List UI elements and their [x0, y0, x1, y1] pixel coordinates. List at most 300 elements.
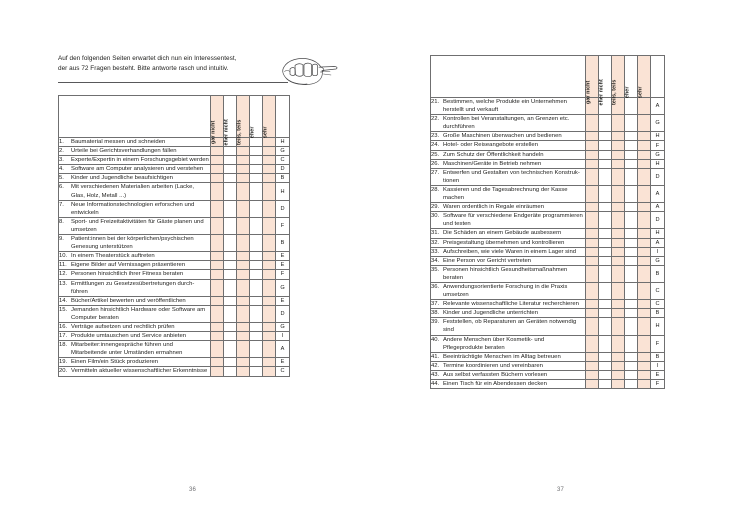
answer-checkbox-cell[interactable] — [625, 300, 638, 309]
answer-checkbox-cell[interactable] — [638, 318, 651, 335]
question-text-cell — [431, 352, 586, 361]
answer-checkbox-cell[interactable] — [250, 217, 263, 234]
answer-checkbox-cell[interactable] — [237, 235, 250, 252]
answer-checkbox-cell[interactable] — [250, 322, 263, 331]
answer-checkbox-cell[interactable] — [263, 138, 276, 147]
category-key-cell: G — [276, 279, 290, 296]
answer-checkbox-cell[interactable] — [625, 318, 638, 335]
answer-checkbox-cell[interactable] — [211, 217, 224, 234]
category-key-cell: I — [651, 247, 665, 256]
question-number: 43. — [431, 371, 440, 378]
answer-checkbox-cell[interactable] — [224, 235, 237, 252]
answer-checkbox-cell[interactable] — [211, 261, 224, 270]
answer-checkbox-cell[interactable] — [250, 332, 263, 341]
answer-checkbox-cell[interactable] — [625, 132, 638, 141]
category-key-cell: B — [276, 174, 290, 183]
answer-checkbox-cell[interactable] — [211, 341, 224, 358]
answer-checkbox-cell[interactable] — [612, 318, 625, 335]
answer-checkbox-cell[interactable] — [599, 380, 612, 389]
category-key-cell: E — [276, 261, 290, 270]
question-label: Personen hinsichtlich ihrer Fitness beraten — [71, 271, 184, 278]
answer-checkbox-cell[interactable] — [625, 98, 638, 115]
answer-checkbox-cell[interactable] — [237, 296, 250, 305]
answer-checkbox-cell[interactable] — [638, 352, 651, 361]
answer-checkbox-cell[interactable] — [638, 335, 651, 352]
table-row — [59, 200, 290, 217]
answer-checkbox-cell[interactable] — [250, 305, 263, 322]
answer-checkbox-cell[interactable] — [250, 358, 263, 367]
answer-checkbox-cell[interactable] — [263, 174, 276, 183]
answer-checkbox-cell[interactable] — [263, 165, 276, 174]
pointing-hand-icon — [278, 53, 340, 89]
answer-checkbox-cell[interactable] — [211, 296, 224, 305]
answer-checkbox-cell[interactable] — [263, 156, 276, 165]
answer-checkbox-cell[interactable] — [211, 156, 224, 165]
answer-checkbox-cell[interactable] — [612, 115, 625, 132]
answer-checkbox-cell[interactable] — [599, 141, 612, 150]
table-row — [59, 322, 290, 331]
answer-checkbox-cell[interactable] — [237, 217, 250, 234]
question-text-cell — [59, 217, 211, 234]
answer-checkbox-cell[interactable] — [263, 367, 276, 376]
answer-checkbox-cell[interactable] — [263, 322, 276, 331]
answer-checkbox-cell[interactable] — [625, 185, 638, 202]
answer-checkbox-cell[interactable] — [586, 141, 599, 150]
answer-checkbox-cell[interactable] — [612, 203, 625, 212]
answer-checkbox-cell[interactable] — [599, 168, 612, 185]
answer-checkbox-cell[interactable] — [224, 261, 237, 270]
answer-checkbox-cell[interactable] — [625, 282, 638, 299]
question-text-cell — [431, 150, 586, 159]
question-label: Verträge aufsetzen und rechtlich prüfen — [71, 323, 175, 330]
answer-checkbox-cell[interactable] — [599, 203, 612, 212]
answer-checkbox-cell[interactable] — [586, 132, 599, 141]
question-label: Hotel- oder Reiseangebote erstellen — [443, 142, 539, 149]
answer-checkbox-cell[interactable] — [612, 229, 625, 238]
answer-checkbox-cell[interactable] — [586, 203, 599, 212]
answer-checkbox-cell[interactable] — [250, 138, 263, 147]
question-number: 29. — [431, 204, 440, 211]
answer-checkbox-cell[interactable] — [612, 256, 625, 265]
category-key-cell: G — [651, 150, 665, 159]
answer-checkbox-cell[interactable] — [237, 261, 250, 270]
answer-checkbox-cell[interactable] — [625, 361, 638, 370]
question-number: 20. — [59, 368, 68, 375]
intro-line-1: Auf den folgenden Seiten erwartet dich nun ein Interessentest, — [58, 55, 237, 62]
question-label: Patient:innen bei der körperlichen/psychischen Genesung unterstützen — [71, 236, 194, 251]
answer-checkbox-cell[interactable] — [237, 270, 250, 279]
answer-checkbox-cell[interactable] — [586, 238, 599, 247]
answer-checkbox-cell[interactable] — [224, 217, 237, 234]
answer-checkbox-cell[interactable] — [625, 309, 638, 318]
answer-checkbox-cell[interactable] — [237, 252, 250, 261]
answer-checkbox-cell[interactable] — [237, 174, 250, 183]
question-label: Waren ordentlich in Regale einräumen — [443, 204, 545, 211]
answer-checkbox-cell[interactable] — [599, 352, 612, 361]
answer-checkbox-cell[interactable] — [612, 212, 625, 229]
category-key-cell: G — [276, 147, 290, 156]
question-number: 30. — [431, 213, 440, 220]
answer-checkbox-cell[interactable] — [237, 358, 250, 367]
answer-checkbox-cell[interactable] — [599, 247, 612, 256]
answer-checkbox-cell[interactable] — [586, 229, 599, 238]
answer-checkbox-cell[interactable] — [638, 229, 651, 238]
question-text-cell — [59, 270, 211, 279]
table-row — [431, 132, 665, 141]
table-header-row — [431, 56, 665, 98]
answer-checkbox-cell[interactable] — [612, 282, 625, 299]
answer-checkbox-cell[interactable] — [586, 380, 599, 389]
question-text-cell — [59, 200, 211, 217]
answer-checkbox-cell[interactable] — [638, 132, 651, 141]
answer-checkbox-cell[interactable] — [263, 332, 276, 341]
answer-checkbox-cell[interactable] — [599, 150, 612, 159]
answer-checkbox-cell[interactable] — [599, 370, 612, 379]
answer-checkbox-cell[interactable] — [263, 147, 276, 156]
header-blank — [59, 96, 211, 138]
answer-checkbox-cell[interactable] — [211, 183, 224, 200]
answer-checkbox-cell[interactable] — [612, 380, 625, 389]
answer-checkbox-cell[interactable] — [250, 165, 263, 174]
answer-checkbox-cell[interactable] — [625, 352, 638, 361]
answer-checkbox-cell[interactable] — [237, 322, 250, 331]
answer-checkbox-cell[interactable] — [625, 115, 638, 132]
answer-checkbox-cell[interactable] — [638, 185, 651, 202]
question-text-cell — [59, 156, 211, 165]
answer-checkbox-cell[interactable] — [625, 150, 638, 159]
answer-checkbox-cell[interactable] — [599, 229, 612, 238]
answer-checkbox-cell[interactable] — [638, 256, 651, 265]
question-text-cell — [431, 256, 586, 265]
answer-checkbox-cell[interactable] — [612, 300, 625, 309]
question-text-cell — [431, 335, 586, 352]
answer-checkbox-cell[interactable] — [211, 165, 224, 174]
table-row — [59, 156, 290, 165]
answer-checkbox-cell[interactable] — [586, 265, 599, 282]
category-key-cell: C — [651, 300, 665, 309]
answer-checkbox-cell[interactable] — [638, 370, 651, 379]
answer-checkbox-cell[interactable] — [625, 168, 638, 185]
header-eher: eher — [250, 96, 263, 138]
answer-checkbox-cell[interactable] — [612, 132, 625, 141]
question-text-cell — [59, 147, 211, 156]
answer-checkbox-cell[interactable] — [599, 282, 612, 299]
answer-checkbox-cell[interactable] — [250, 261, 263, 270]
answer-checkbox-cell[interactable] — [250, 270, 263, 279]
question-label: Software am Computer analysieren und verstehen — [71, 166, 204, 173]
answer-checkbox-cell[interactable] — [211, 305, 224, 322]
answer-checkbox-cell[interactable] — [638, 98, 651, 115]
answer-checkbox-cell[interactable] — [224, 341, 237, 358]
answer-checkbox-cell[interactable] — [612, 247, 625, 256]
answer-checkbox-cell[interactable] — [211, 235, 224, 252]
answer-checkbox-cell[interactable] — [250, 174, 263, 183]
answer-checkbox-cell[interactable] — [250, 252, 263, 261]
answer-checkbox-cell[interactable] — [599, 185, 612, 202]
table-row — [431, 115, 665, 132]
category-key-cell: A — [651, 238, 665, 247]
category-key-cell: A — [651, 185, 665, 202]
answer-checkbox-cell[interactable] — [224, 305, 237, 322]
answer-checkbox-cell[interactable] — [263, 235, 276, 252]
question-number: 38. — [431, 310, 440, 317]
category-key-cell: B — [651, 265, 665, 282]
answer-checkbox-cell[interactable] — [599, 265, 612, 282]
answer-checkbox-cell[interactable] — [612, 370, 625, 379]
answer-checkbox-cell[interactable] — [638, 265, 651, 282]
answer-checkbox-cell[interactable] — [612, 150, 625, 159]
answer-checkbox-cell[interactable] — [586, 185, 599, 202]
question-text-cell — [59, 235, 211, 252]
table-row — [59, 279, 290, 296]
question-label: Eine Person vor Gericht vertreten — [443, 257, 532, 264]
answer-checkbox-cell[interactable] — [250, 147, 263, 156]
category-key-cell: F — [651, 380, 665, 389]
answer-checkbox-cell[interactable] — [638, 380, 651, 389]
answer-checkbox-cell[interactable] — [638, 115, 651, 132]
answer-checkbox-cell[interactable] — [586, 300, 599, 309]
answer-checkbox-cell[interactable] — [224, 165, 237, 174]
answer-checkbox-cell[interactable] — [263, 279, 276, 296]
answer-checkbox-cell[interactable] — [237, 367, 250, 376]
question-label: Kinder und Jugendliche beaufsichtigen — [71, 175, 173, 182]
answer-checkbox-cell[interactable] — [586, 318, 599, 335]
category-key-cell: B — [276, 235, 290, 252]
question-text-cell — [59, 174, 211, 183]
question-label: Feststellen, ob Reparaturen an Geräten notwendig sind — [443, 319, 577, 334]
table-row — [59, 138, 290, 147]
answer-checkbox-cell[interactable] — [586, 282, 599, 299]
answer-checkbox-cell[interactable] — [250, 156, 263, 165]
question-text-cell — [431, 318, 586, 335]
answer-checkbox-cell[interactable] — [625, 159, 638, 168]
answer-checkbox-cell[interactable] — [625, 265, 638, 282]
answer-checkbox-cell[interactable] — [224, 252, 237, 261]
answer-checkbox-cell[interactable] — [237, 147, 250, 156]
question-number: 39. — [431, 319, 440, 326]
answer-checkbox-cell[interactable] — [237, 165, 250, 174]
answer-checkbox-cell[interactable] — [638, 212, 651, 229]
answer-checkbox-cell[interactable] — [612, 238, 625, 247]
category-key-cell: E — [651, 370, 665, 379]
answer-checkbox-cell[interactable] — [586, 150, 599, 159]
answer-checkbox-cell[interactable] — [263, 252, 276, 261]
answer-checkbox-cell[interactable] — [263, 217, 276, 234]
answer-checkbox-cell[interactable] — [599, 309, 612, 318]
answer-checkbox-cell[interactable] — [224, 322, 237, 331]
header-eher-nicht: eher nicht — [599, 56, 612, 98]
answer-checkbox-cell[interactable] — [263, 261, 276, 270]
answer-checkbox-cell[interactable] — [586, 247, 599, 256]
answer-checkbox-cell[interactable] — [224, 358, 237, 367]
question-text-cell — [431, 309, 586, 318]
answer-checkbox-cell[interactable] — [599, 132, 612, 141]
answer-checkbox-cell[interactable] — [638, 361, 651, 370]
answer-checkbox-cell[interactable] — [224, 200, 237, 217]
answer-checkbox-cell[interactable] — [250, 341, 263, 358]
question-text-cell — [59, 138, 211, 147]
answer-checkbox-cell[interactable] — [612, 309, 625, 318]
answer-checkbox-cell[interactable] — [250, 367, 263, 376]
answer-checkbox-cell[interactable] — [211, 252, 224, 261]
answer-checkbox-cell[interactable] — [586, 115, 599, 132]
category-key-cell: I — [276, 332, 290, 341]
answer-checkbox-cell[interactable] — [237, 156, 250, 165]
answer-checkbox-cell[interactable] — [237, 341, 250, 358]
answer-checkbox-cell[interactable] — [612, 168, 625, 185]
answer-checkbox-cell[interactable] — [250, 200, 263, 217]
answer-checkbox-cell[interactable] — [638, 159, 651, 168]
question-number: 3. — [59, 157, 64, 164]
table-row — [431, 300, 665, 309]
answer-checkbox-cell[interactable] — [211, 332, 224, 341]
answer-checkbox-cell[interactable] — [237, 332, 250, 341]
table-row — [59, 174, 290, 183]
question-number: 24. — [431, 142, 440, 149]
question-text-cell — [59, 183, 211, 200]
answer-checkbox-cell[interactable] — [625, 229, 638, 238]
header-sehr: sehr — [263, 96, 276, 138]
answer-checkbox-cell[interactable] — [224, 147, 237, 156]
answer-checkbox-cell[interactable] — [638, 168, 651, 185]
question-text-cell — [59, 296, 211, 305]
answer-checkbox-cell[interactable] — [211, 200, 224, 217]
question-label: Neue Informationstechnologien erforschen und entwickeln — [71, 201, 195, 216]
answer-checkbox-cell[interactable] — [599, 300, 612, 309]
answer-checkbox-cell[interactable] — [224, 183, 237, 200]
question-label: Kinder und Jugendliche unterrichten — [443, 310, 539, 317]
answer-checkbox-cell[interactable] — [625, 212, 638, 229]
answer-checkbox-cell[interactable] — [224, 296, 237, 305]
answer-checkbox-cell[interactable] — [612, 335, 625, 352]
answer-checkbox-cell[interactable] — [638, 238, 651, 247]
answer-checkbox-cell[interactable] — [638, 203, 651, 212]
answer-checkbox-cell[interactable] — [250, 296, 263, 305]
answer-checkbox-cell[interactable] — [224, 332, 237, 341]
answer-checkbox-cell[interactable] — [638, 300, 651, 309]
question-number: 42. — [431, 362, 440, 369]
answer-checkbox-cell[interactable] — [586, 352, 599, 361]
answer-checkbox-cell[interactable] — [599, 115, 612, 132]
answer-checkbox-cell[interactable] — [224, 279, 237, 296]
answer-checkbox-cell[interactable] — [599, 335, 612, 352]
answer-checkbox-cell[interactable] — [237, 279, 250, 296]
answer-checkbox-cell[interactable] — [211, 322, 224, 331]
question-text-cell — [431, 370, 586, 379]
answer-checkbox-cell[interactable] — [612, 265, 625, 282]
answer-checkbox-cell[interactable] — [612, 185, 625, 202]
answer-checkbox-cell[interactable] — [211, 279, 224, 296]
answer-checkbox-cell[interactable] — [625, 370, 638, 379]
answer-checkbox-cell[interactable] — [211, 358, 224, 367]
answer-checkbox-cell[interactable] — [625, 335, 638, 352]
answer-checkbox-cell[interactable] — [586, 361, 599, 370]
answer-checkbox-cell[interactable] — [263, 270, 276, 279]
answer-checkbox-cell[interactable] — [638, 150, 651, 159]
question-number: 17. — [59, 333, 68, 340]
table-row — [431, 150, 665, 159]
answer-checkbox-cell[interactable] — [211, 174, 224, 183]
answer-checkbox-cell[interactable] — [250, 183, 263, 200]
category-key-cell: D — [651, 168, 665, 185]
question-text-cell — [431, 300, 586, 309]
answer-checkbox-cell[interactable] — [237, 305, 250, 322]
answer-checkbox-cell[interactable] — [625, 203, 638, 212]
answer-checkbox-cell[interactable] — [586, 168, 599, 185]
answer-checkbox-cell[interactable] — [625, 256, 638, 265]
answer-checkbox-cell[interactable] — [237, 200, 250, 217]
answer-checkbox-cell[interactable] — [625, 380, 638, 389]
answer-checkbox-cell[interactable] — [263, 305, 276, 322]
answer-checkbox-cell[interactable] — [586, 309, 599, 318]
answer-checkbox-cell[interactable] — [599, 256, 612, 265]
answer-checkbox-cell[interactable] — [586, 212, 599, 229]
answer-checkbox-cell[interactable] — [586, 256, 599, 265]
page-right — [375, 0, 750, 529]
answer-checkbox-cell[interactable] — [625, 141, 638, 150]
answer-checkbox-cell[interactable] — [638, 247, 651, 256]
question-label: Anwendungsorientierte Forschung in die Praxis umsetzen — [443, 283, 568, 299]
answer-checkbox-cell[interactable] — [599, 361, 612, 370]
answer-checkbox-cell[interactable] — [612, 352, 625, 361]
answer-checkbox-cell[interactable] — [586, 370, 599, 379]
answer-checkbox-cell[interactable] — [625, 238, 638, 247]
question-label: Baumaterial messen und schneiden — [71, 139, 166, 145]
answer-checkbox-cell[interactable] — [211, 147, 224, 156]
category-key-cell: F — [651, 141, 665, 150]
answer-checkbox-cell[interactable] — [250, 279, 263, 296]
question-number: 14. — [59, 297, 68, 304]
answer-checkbox-cell[interactable] — [586, 159, 599, 168]
answer-checkbox-cell[interactable] — [612, 361, 625, 370]
intro-line-2: der aus 72 Fragen besteht. Bitte antworte rasch und intuitiv. — [58, 65, 229, 73]
answer-checkbox-cell[interactable] — [211, 270, 224, 279]
answer-checkbox-cell[interactable] — [263, 358, 276, 367]
table-row — [59, 296, 290, 305]
answer-checkbox-cell[interactable] — [224, 174, 237, 183]
answer-checkbox-cell[interactable] — [586, 335, 599, 352]
answer-checkbox-cell[interactable] — [599, 318, 612, 335]
answer-checkbox-cell[interactable] — [237, 183, 250, 200]
answer-checkbox-cell[interactable] — [638, 309, 651, 318]
table-row — [431, 229, 665, 238]
answer-checkbox-cell[interactable] — [263, 296, 276, 305]
question-number: 13. — [59, 280, 68, 287]
answer-checkbox-cell[interactable] — [599, 238, 612, 247]
question-text-cell — [431, 265, 586, 282]
intro-text — [58, 54, 273, 75]
answer-checkbox-cell[interactable] — [263, 341, 276, 358]
answer-checkbox-cell[interactable] — [263, 200, 276, 217]
answer-checkbox-cell[interactable] — [625, 247, 638, 256]
table-header-row — [59, 96, 290, 138]
answer-checkbox-cell[interactable] — [224, 156, 237, 165]
table-row — [431, 370, 665, 379]
answer-checkbox-cell[interactable] — [224, 270, 237, 279]
header-gar-nicht: gar nicht — [586, 56, 599, 98]
answer-checkbox-cell[interactable] — [250, 235, 263, 252]
answer-checkbox-cell[interactable] — [638, 282, 651, 299]
answer-checkbox-cell[interactable] — [599, 212, 612, 229]
answer-checkbox-cell[interactable] — [224, 367, 237, 376]
answer-checkbox-cell[interactable] — [211, 367, 224, 376]
answer-checkbox-cell[interactable] — [638, 141, 651, 150]
answer-checkbox-cell[interactable] — [612, 159, 625, 168]
answer-checkbox-cell[interactable] — [612, 141, 625, 150]
answer-checkbox-cell[interactable] — [263, 183, 276, 200]
question-label: Kassieren und die Tagesabrechnung der Kasse machen — [443, 186, 568, 202]
answer-checkbox-cell[interactable] — [599, 159, 612, 168]
